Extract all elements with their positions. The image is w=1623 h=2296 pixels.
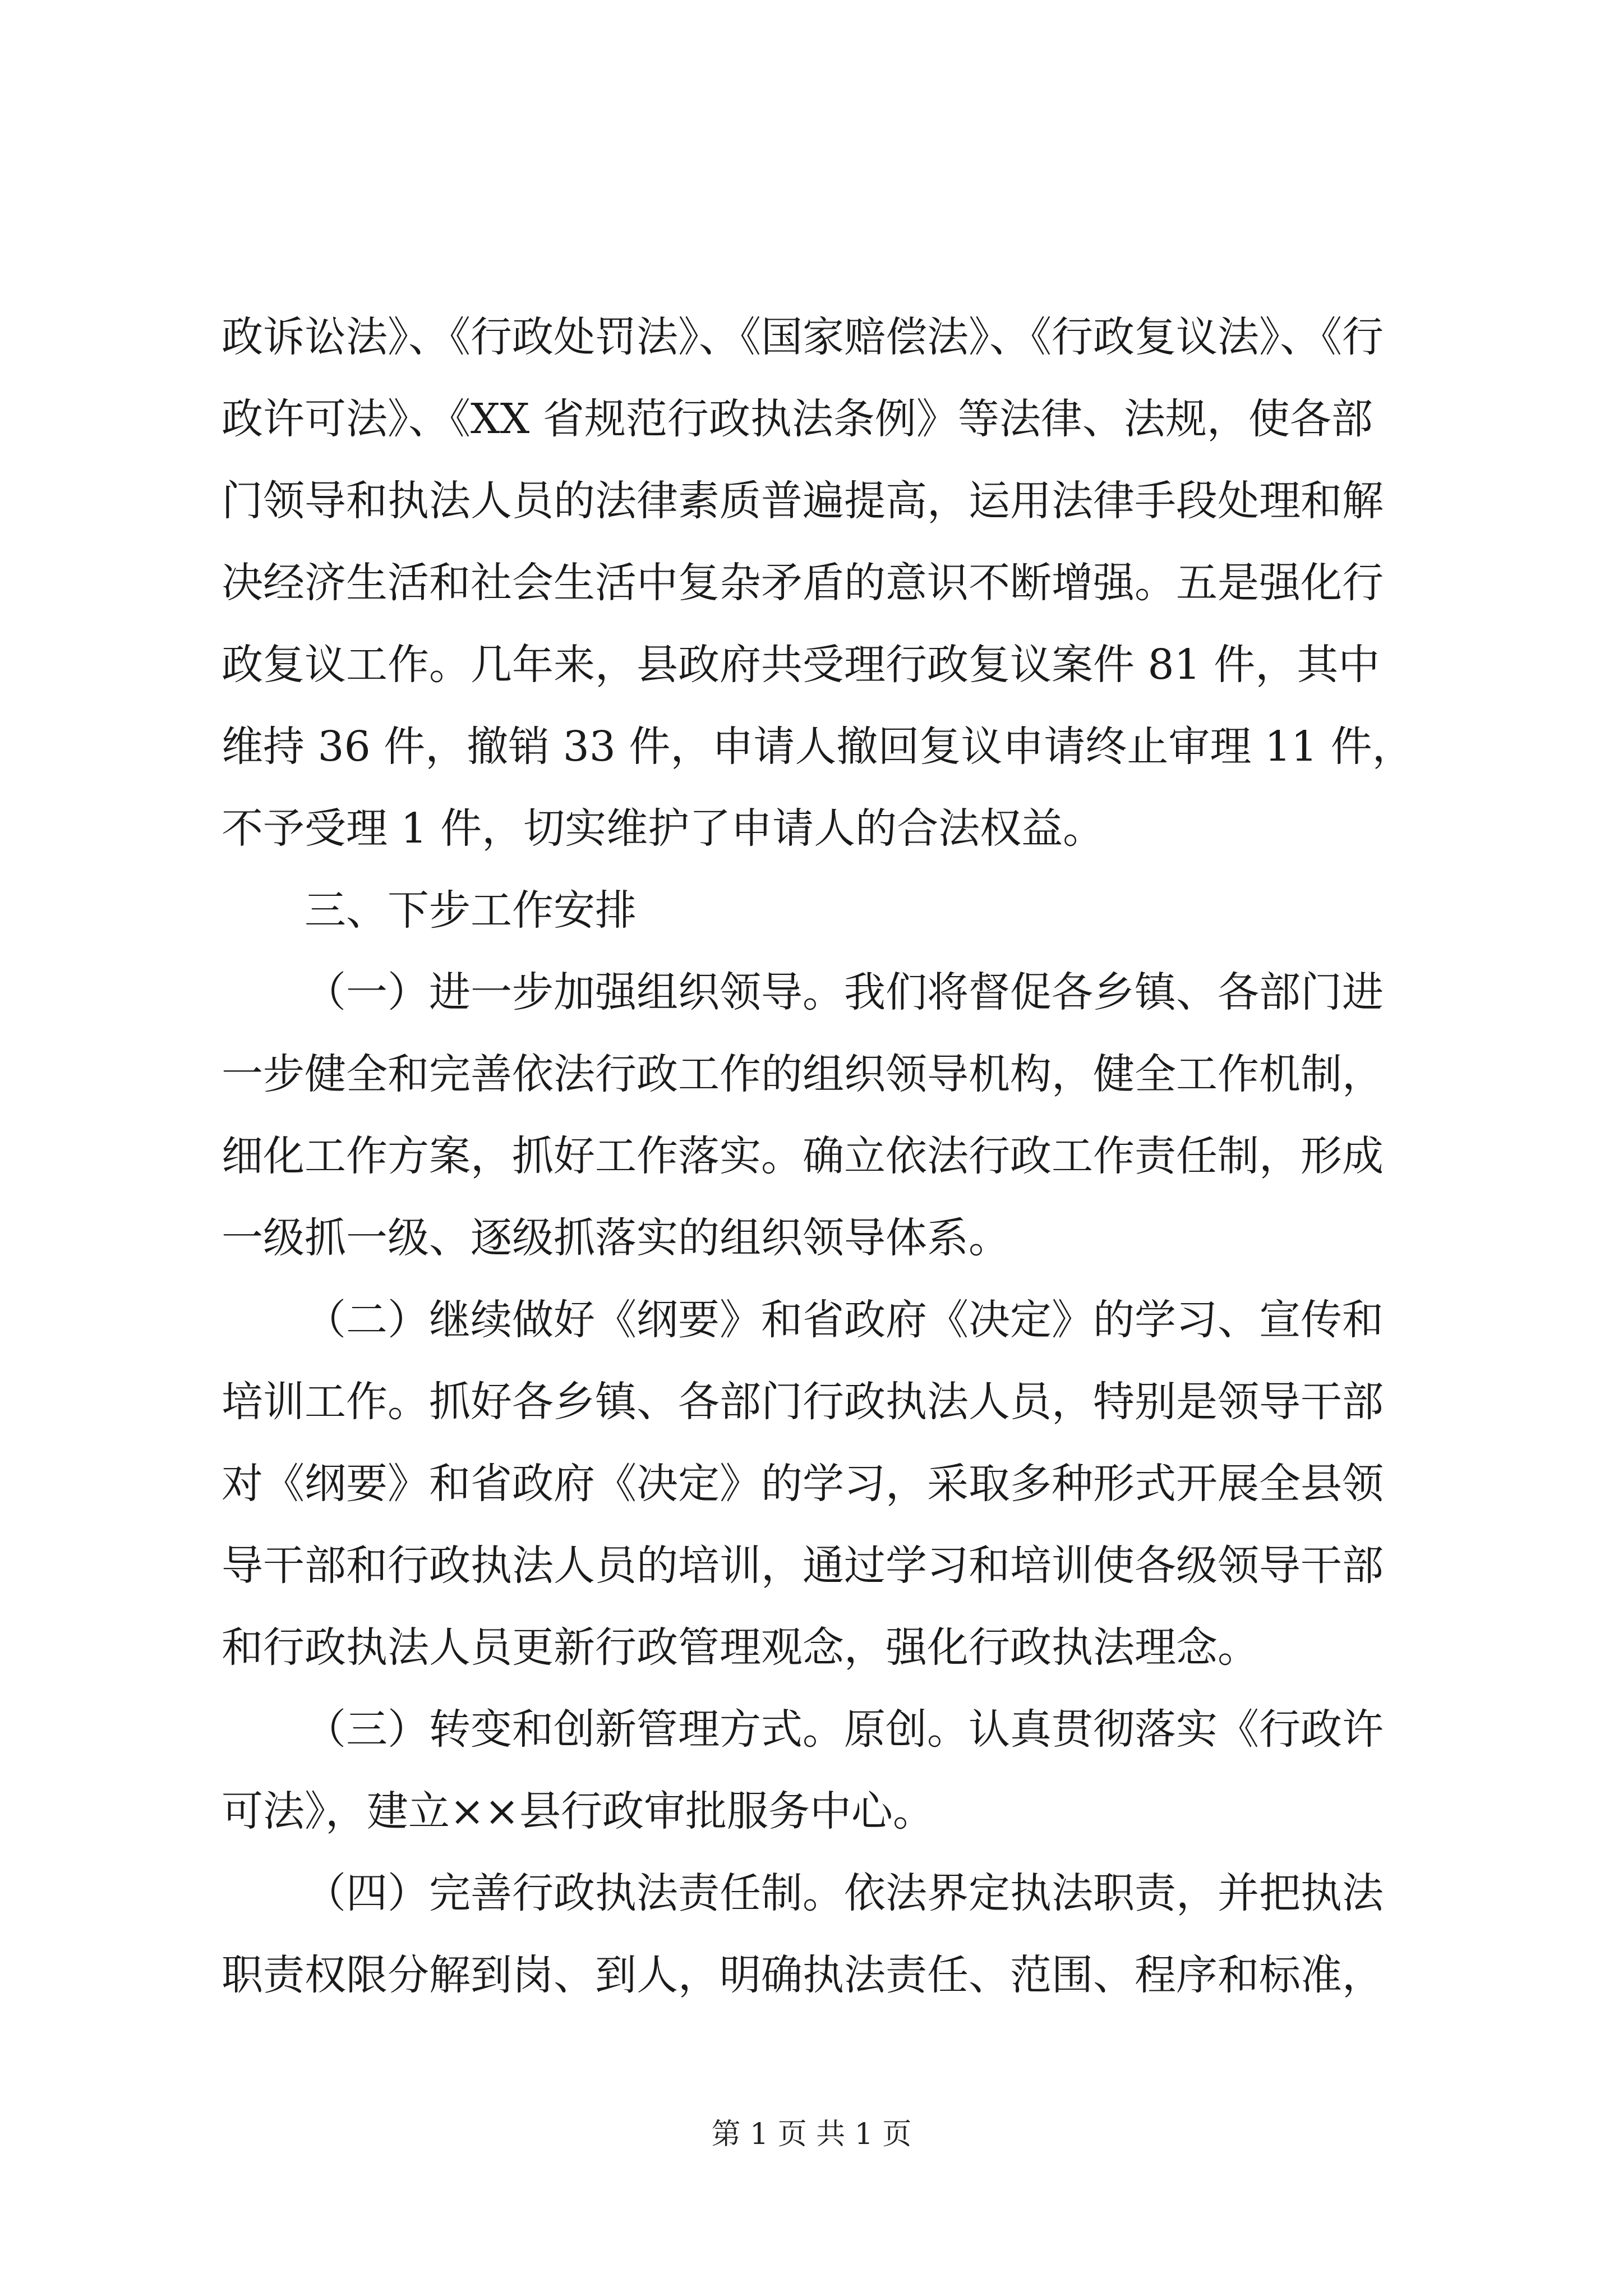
paragraph-item-1 bbox=[222, 951, 1427, 1279]
paragraph-item-3 bbox=[222, 1688, 1427, 1852]
text-line: 政诉讼法》、《行政处罚法》、《国家赔偿法》、《行政复议法》、《行 bbox=[222, 313, 1384, 361]
text-line: （一）进一步加强组织领导。我们将督促各乡镇、各部门进 bbox=[305, 968, 1384, 1016]
text-line: 政许可法》、《XX 省规范行政执法条例》等法律、法规，使各部 bbox=[222, 395, 1373, 443]
text-line: （三）转变和创新管理方式。原创。认真贯彻落实《行政许 bbox=[305, 1705, 1384, 1754]
paragraph-item-2 bbox=[222, 1279, 1427, 1688]
text-line: 决经济生活和社会生活中复杂矛盾的意识不断增强。五是强化行 bbox=[222, 559, 1384, 607]
text-line: （四）完善行政执法责任制。依法界定执法职责，并把执法 bbox=[305, 1869, 1384, 1917]
text-line: 职责权限分解到岗、到人，明确执法责任、范围、程序和标准， bbox=[222, 1951, 1384, 1999]
paragraph-item-4 bbox=[222, 1852, 1427, 2016]
text-line: 对《纲要》和省政府《决定》的学习，采取多种形式开展全县领 bbox=[222, 1460, 1384, 1508]
text-line: 可法》，建立××县行政审批服务中心。 bbox=[222, 1787, 935, 1835]
text-line: 政复议工作。几年来，县政府共受理行政复议案件 81 件，其中 bbox=[222, 641, 1380, 689]
text-line: 一级抓一级、逐级抓落实的组织领导体系。 bbox=[222, 1214, 1010, 1262]
page-number-label: 第 1 页 共 1 页 bbox=[711, 2118, 912, 2151]
text-line: 不予受理 1 件，切实维护了申请人的合法权益。 bbox=[222, 804, 1105, 853]
page-footer bbox=[0, 2110, 1623, 2152]
text-line: 细化工作方案，抓好工作落实。确立依法行政工作责任制，形成 bbox=[222, 1132, 1384, 1180]
text-line: 一步健全和完善依法行政工作的组织领导机构，健全工作机制， bbox=[222, 1050, 1384, 1098]
text-line: 门领导和执法人员的法律素质普遍提高，运用法律手段处理和解 bbox=[222, 477, 1384, 525]
heading-line: 三、下步工作安排 bbox=[305, 886, 637, 935]
text-line: 导干部和行政执法人员的培训，通过学习和培训使各级领导干部 bbox=[222, 1542, 1384, 1590]
paragraph-continuation bbox=[222, 296, 1427, 869]
section-heading bbox=[222, 869, 1427, 951]
text-line: 维持 36 件，撤销 33 件，申请人撤回复议申请终止审理 11 件， bbox=[222, 723, 1414, 771]
document-body bbox=[222, 296, 1427, 2016]
text-line: 培训工作。抓好各乡镇、各部门行政执法人员，特别是领导干部 bbox=[222, 1378, 1384, 1426]
text-line: 和行政执法人员更新行政管理观念，强化行政执法理念。 bbox=[222, 1623, 1259, 1672]
text-line: （二）继续做好《纲要》和省政府《决定》的学习、宣传和 bbox=[305, 1296, 1384, 1344]
